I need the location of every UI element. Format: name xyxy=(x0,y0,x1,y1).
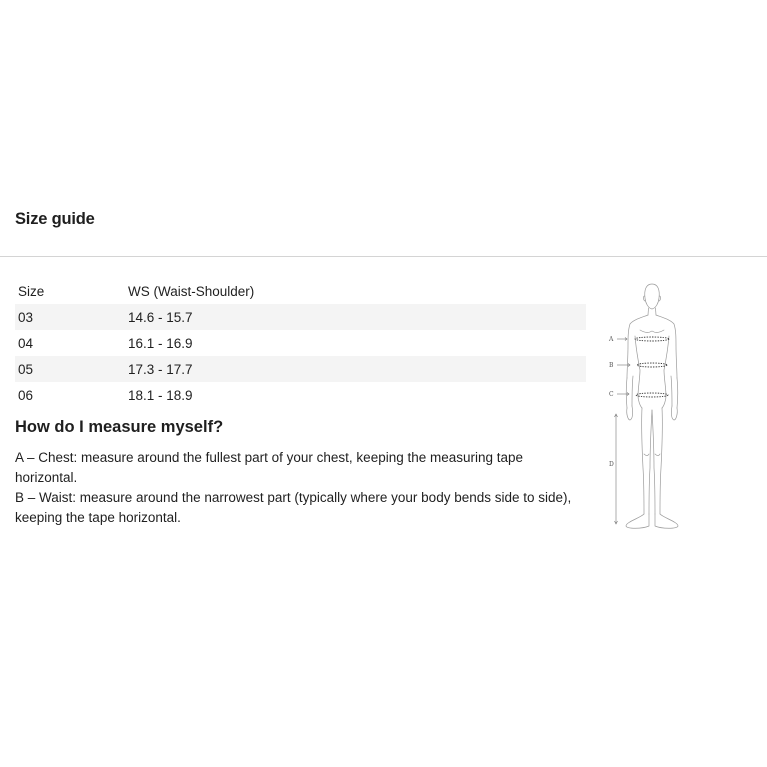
measure-heading: How do I measure myself? xyxy=(15,418,224,436)
ws-cell: 16.1 - 16.9 xyxy=(128,335,193,351)
table-row xyxy=(15,304,586,330)
table-row xyxy=(15,356,586,382)
size-cell: 03 xyxy=(18,309,34,325)
page-title: Size guide xyxy=(15,210,95,228)
figure-label-d: D xyxy=(609,461,614,468)
body-measurement-figure xyxy=(600,278,710,538)
size-cell: 06 xyxy=(18,387,34,403)
measure-instructions xyxy=(15,448,575,528)
size-cell: 05 xyxy=(18,361,34,377)
figure-label-b: B xyxy=(609,362,614,369)
divider xyxy=(0,256,767,257)
size-table xyxy=(15,278,586,408)
table-header-row xyxy=(15,278,586,304)
chest-instruction: A – Chest: measure around the fullest part of your chest, keeping the measuring tape horizontal. xyxy=(15,450,524,485)
ws-cell: 17.3 - 17.7 xyxy=(128,361,193,377)
table-row xyxy=(15,330,586,356)
figure-label-a: A xyxy=(609,336,614,343)
waist-instruction: B – Waist: measure around the narrowest part (typically where your body bends side to side), keeping the tape horizontal. xyxy=(15,490,572,525)
ws-cell: 14.6 - 15.7 xyxy=(128,309,193,325)
ws-cell: 18.1 - 18.9 xyxy=(128,387,193,403)
table-row xyxy=(15,382,586,408)
size-cell: 04 xyxy=(18,335,34,351)
header-size: Size xyxy=(18,283,45,299)
figure-label-c: C xyxy=(609,391,614,398)
body-figure-svg xyxy=(600,278,710,538)
header-ws: WS (Waist-Shoulder) xyxy=(128,283,255,299)
